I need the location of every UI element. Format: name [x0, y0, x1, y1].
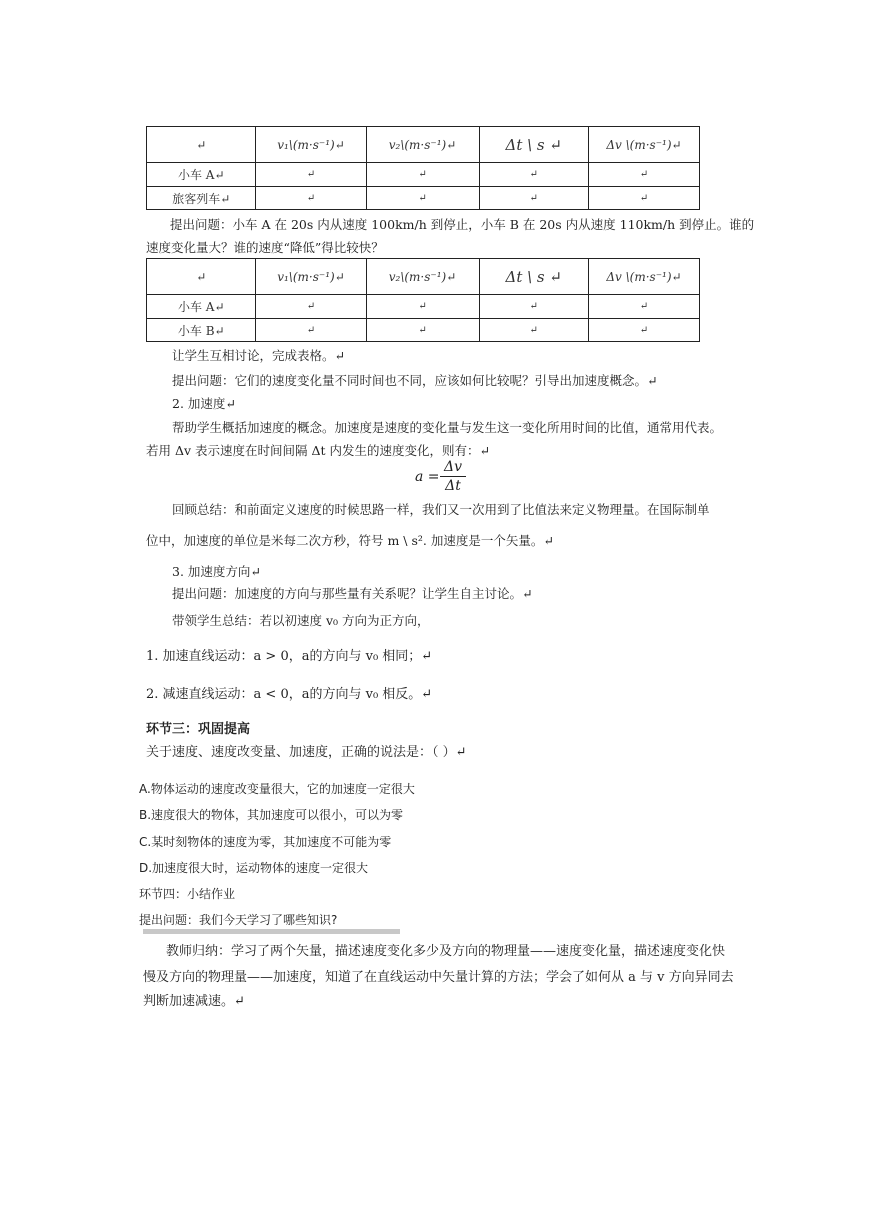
heading-link-four: 环节四：小结作业: [139, 887, 236, 901]
section-heading-acceleration-direction: 3. 加速度方向↵: [172, 564, 261, 579]
table-header-cell: v₁\(m·s⁻¹)↵: [256, 259, 366, 295]
table-header-row: [147, 127, 700, 163]
teacher-summary-line1: 教师归纳：学习了两个矢量，描述速度变化多少及方向的物理量——速度变化量，描述速度变化快: [166, 944, 726, 959]
table-cell: 小车 A↵: [147, 295, 256, 319]
teacher-summary-line2: 慢及方向的物理量——加速度，知道了在直线运动中矢量计算的方法；学会了如何从 a 与 v 方向异同去: [143, 970, 734, 985]
table-cell: ↵: [366, 319, 479, 342]
heading-link-three: 环节三：巩固提高: [146, 722, 251, 737]
table-header-cell: ↵: [147, 127, 256, 163]
table-cell: ↵: [256, 295, 366, 319]
table-cell: ↵: [479, 163, 588, 187]
table-row: [147, 319, 700, 342]
fraction-bar: [440, 476, 466, 477]
choice-option-c: C.某时刻物体的速度为零，其加速度不可能为零: [139, 835, 392, 849]
table-header-cell: v₂\(m·s⁻¹)↵: [366, 259, 479, 295]
table-cell: ↵: [479, 319, 588, 342]
teacher-summary-line3: 判断加速减速。↵: [143, 994, 245, 1009]
rule-decelerating-motion: 2. 减速直线运动：a < 0，a的方向与 v₀ 相反。↵: [146, 687, 433, 702]
formula-denominator: Δt: [445, 478, 461, 494]
question-speed-change-line1: 提出问题：小车 A 在 20s 内从速度 100km/h 到停止，小车 B 在 20s 内从速度 110km/h 到停止。谁的: [170, 217, 755, 232]
question-direction-text: 提出问题：加速度的方向与那些量有关系呢？让学生自主讨论。↵: [172, 586, 533, 601]
review-summary-line2: 位中，加速度的单位是米每二次方秒，符号 m \ s². 加速度是一个矢量。↵: [146, 533, 554, 548]
table-header-cell: Δt \ s ↵: [479, 127, 588, 163]
table-header-cell: v₂\(m·s⁻¹)↵: [366, 127, 479, 163]
table-header-cell: Δv \(m·s⁻¹)↵: [588, 259, 699, 295]
review-summary-line1: 回顾总结：和前面定义速度的时候思路一样，我们又一次用到了比值法来定义物理量。在国际制单: [172, 502, 710, 517]
table-speed-comparison-2: [146, 258, 700, 342]
table-cell: ↵: [256, 163, 366, 187]
lead-summary-text: 带领学生总结：若以初速度 v₀ 方向为正方向，: [172, 613, 430, 628]
choice-option-d: D.加速度很大时，运动物体的速度一定很大: [139, 861, 369, 875]
formula-fraction: [440, 459, 466, 494]
acceleration-definition-line2: 若用 Δv 表示速度在时间间隔 Δt 内发生的速度变化，则有：↵: [146, 443, 491, 458]
table-cell: ↵: [366, 163, 479, 187]
table-header-row: [147, 259, 700, 295]
table-cell: 旅客列车↵: [147, 187, 256, 210]
table-row: [147, 187, 700, 210]
question-what-learned: 提出问题：我们今天学习了哪些知识?: [139, 913, 338, 927]
table-header-cell: Δt \ s ↵: [479, 259, 588, 295]
acceleration-definition-line1: 帮助学生概括加速度的概念。加速度是速度的变化量与发生这一变化所用时间的比值，通常用代表。: [172, 420, 723, 435]
formula-numerator: Δv: [443, 459, 463, 475]
table-header-cell: v₁\(m·s⁻¹)↵: [256, 127, 366, 163]
scan-shade-bar: [143, 929, 400, 934]
table-cell: ↵: [479, 187, 588, 210]
table-header-cell: Δv \(m·s⁻¹)↵: [588, 127, 699, 163]
table-cell: ↵: [588, 163, 699, 187]
table-cell: 小车 B↵: [147, 319, 256, 342]
table-cell: ↵: [479, 295, 588, 319]
section-heading-acceleration: 2. 加速度↵: [172, 396, 236, 411]
question-speed-change-line2: 速度变化量大？谁的速度“降低”得比较快？: [146, 240, 384, 255]
table-row: [147, 163, 700, 187]
table-cell: ↵: [366, 187, 479, 210]
table-cell: ↵: [256, 187, 366, 210]
table-cell: ↵: [256, 319, 366, 342]
choice-option-b: B.速度很大的物体，其加速度可以很小，可以为零: [139, 808, 404, 822]
table-cell: ↵: [588, 187, 699, 210]
table-cell: ↵: [588, 295, 699, 319]
table-cell: ↵: [366, 295, 479, 319]
question-compare-text: 提出问题：它们的速度变化量不同时间也不同，应该如何比较呢？引导出加速度概念。↵: [172, 373, 658, 388]
table-cell: ↵: [588, 319, 699, 342]
table-cell: 小车 A↵: [147, 163, 256, 187]
formula-lhs: a =: [415, 469, 440, 485]
table-speed-comparison-1: [146, 126, 700, 210]
multiple-choice-question: 关于速度、速度改变量、加速度，正确的说法是：（ ）↵: [146, 745, 467, 760]
choice-option-a: A.物体运动的速度改变量很大，它的加速度一定很大: [139, 782, 415, 796]
rule-accelerating-motion: 1. 加速直线运动：a > 0，a的方向与 v₀ 相同；↵: [146, 649, 433, 664]
table-row: [147, 295, 700, 319]
table-header-cell: ↵: [147, 259, 256, 295]
discuss-text: 让学生互相讨论，完成表格。↵: [172, 348, 345, 363]
